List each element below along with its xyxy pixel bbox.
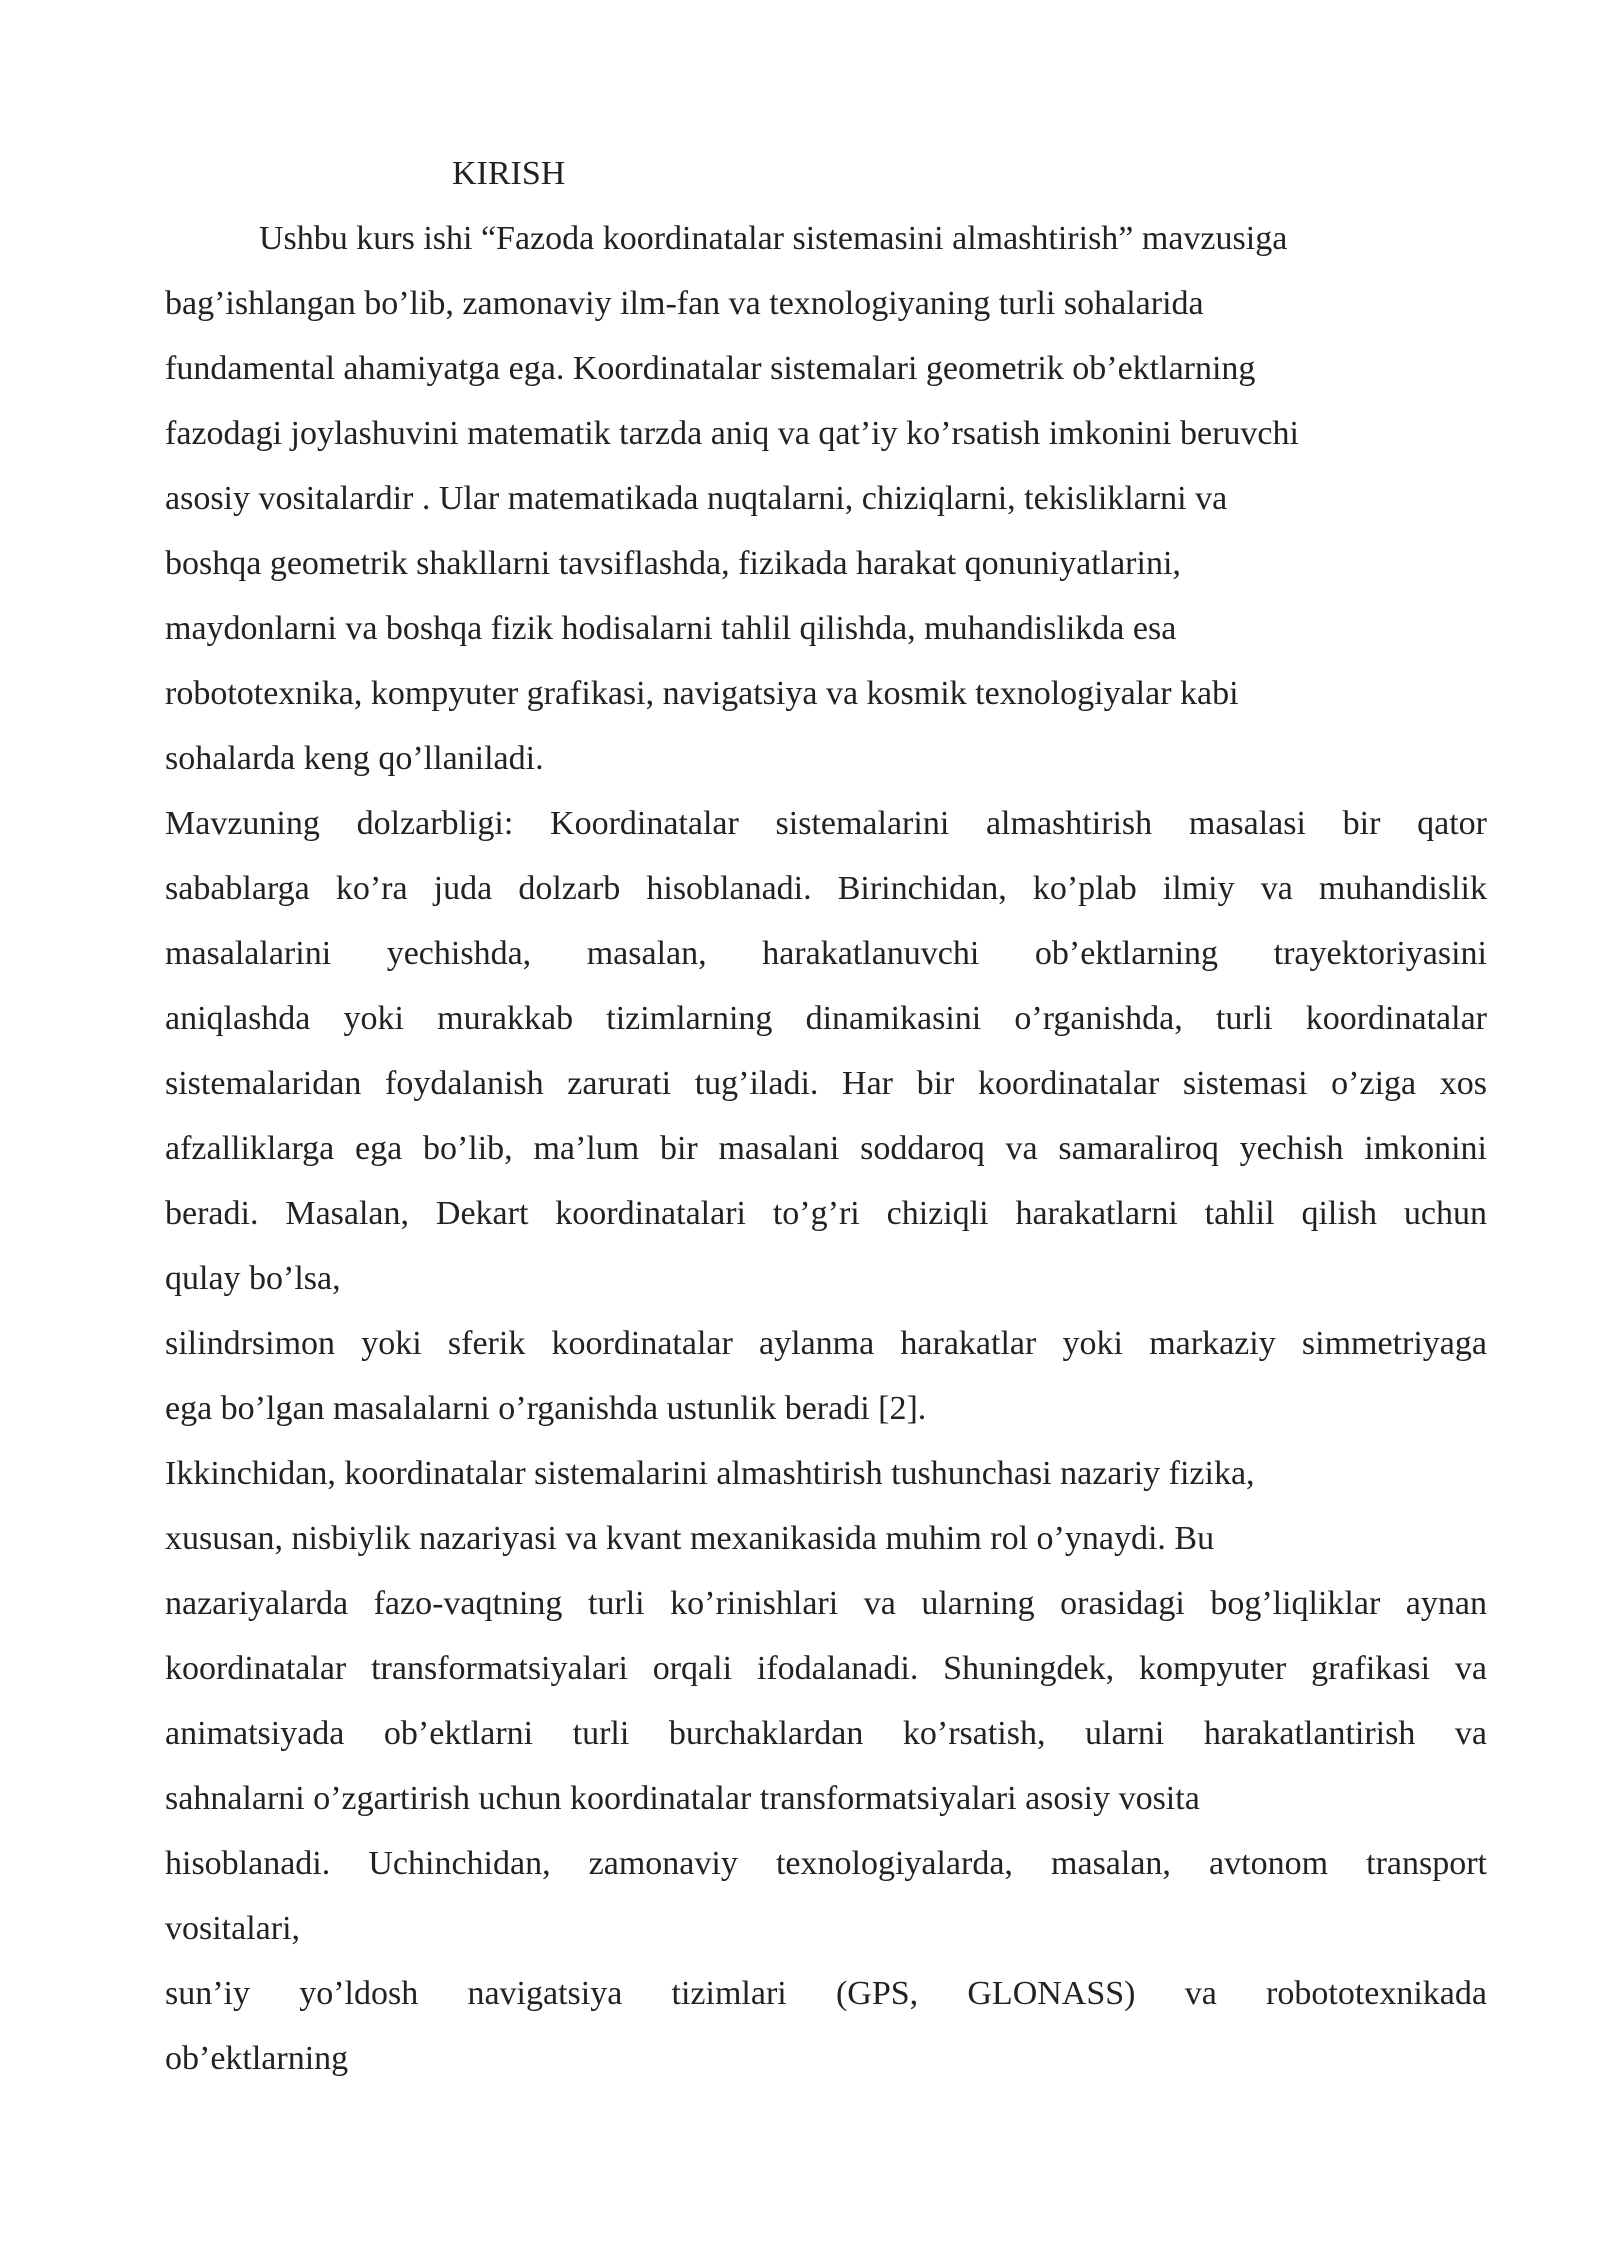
text-line: asosiy vositalardir . Ular matematikada nuqtalarni, chiziqlarni, tekisliklarni va bbox=[165, 480, 1228, 517]
text-line: koordinatalar transformatsiyalari orqali ifodalanadi. Shuningdek, kompyuter grafikasi va bbox=[165, 1650, 1487, 1687]
text-line: sabablarga ko’ra juda dolzarb hisoblanadi. Birinchidan, ko’plab ilmiy va muhandislik bbox=[165, 870, 1487, 907]
document-title: KIRISH bbox=[452, 155, 566, 192]
text-line: sohalarda keng qo’llaniladi. bbox=[165, 740, 544, 777]
text-line: ega bo’lgan masalalarni o’rganishda ustunlik beradi [2]. bbox=[165, 1390, 927, 1427]
text-line: animatsiyada ob’ektlarni turli burchaklardan ko’rsatish, ularni harakatlantirish va bbox=[165, 1715, 1487, 1752]
text-line: nazariyalarda fazo-vaqtning turli ko’rinishlari va ularning orasidagi bog’liqliklar aynan bbox=[165, 1585, 1487, 1622]
text-line: boshqa geometrik shakllarni tavsiflashda, fizikada harakat qonuniyatlarini, bbox=[165, 545, 1181, 582]
text-line: beradi. Masalan, Dekart koordinatalari to’g’ri chiziqli harakatlarni tahlil qilish uchun bbox=[165, 1195, 1487, 1232]
text-line: masalalarini yechishda, masalan, harakatlanuvchi ob’ektlarning trayektoriyasini bbox=[165, 935, 1487, 972]
text-line: aniqlashda yoki murakkab tizimlarning dinamikasini o’rganishda, turli koordinatalar bbox=[165, 1000, 1487, 1037]
text-line: Mavzuning dolzarbligi: Koordinatalar sistemalarini almashtirish masalasi bir qator bbox=[165, 805, 1487, 842]
text-line: sistemalaridan foydalanish zarurati tug’iladi. Har bir koordinatalar sistemasi o’ziga xos bbox=[165, 1065, 1487, 1102]
text-line: robototexnika, kompyuter grafikasi, navigatsiya va kosmik texnologiyalar kabi bbox=[165, 675, 1239, 712]
text-line: maydonlarni va boshqa fizik hodisalarni tahlil qilishda, muhandislikda esa bbox=[165, 610, 1177, 647]
text-line: qulay bo’lsa, bbox=[165, 1260, 341, 1297]
text-line: Ikkinchidan, koordinatalar sistemalarini almashtirish tushunchasi nazariy fizika, bbox=[165, 1455, 1255, 1492]
text-line: fazodagi joylashuvini matematik tarzda aniq va qat’iy ko’rsatish imkonini beruvchi bbox=[165, 415, 1299, 452]
text-line: afzalliklarga ega bo’lib, ma’lum bir masalani soddaroq va samaraliroq yechish imkonini bbox=[165, 1130, 1487, 1167]
text-line: Ushbu kurs ishi “Fazoda koordinatalar sistemasini almashtirish” mavzusiga bbox=[259, 220, 1288, 257]
text-line: bag’ishlangan bo’lib, zamonaviy ilm-fan va texnologiyaning turli sohalarida bbox=[165, 285, 1204, 322]
text-line: sun’iy yo’ldosh navigatsiya tizimlari (GPS, GLONASS) va robototexnikada bbox=[165, 1975, 1487, 2012]
text-line: vositalari, bbox=[165, 1910, 301, 1947]
text-line: hisoblanadi. Uchinchidan, zamonaviy texnologiyalarda, masalan, avtonom transport bbox=[165, 1845, 1487, 1882]
text-line: fundamental ahamiyatga ega. Koordinatalar sistemalari geometrik ob’ektlarning bbox=[165, 350, 1256, 387]
text-line: xususan, nisbiylik nazariyasi va kvant mexanikasida muhim rol o’ynaydi. Bu bbox=[165, 1520, 1215, 1557]
text-line: sahnalarni o’zgartirish uchun koordinatalar transformatsiyalari asosiy vosita bbox=[165, 1780, 1200, 1817]
text-line: ob’ektlarning bbox=[165, 2040, 349, 2077]
text-line: silindrsimon yoki sferik koordinatalar aylanma harakatlar yoki markaziy simmetriyaga bbox=[165, 1325, 1487, 1362]
